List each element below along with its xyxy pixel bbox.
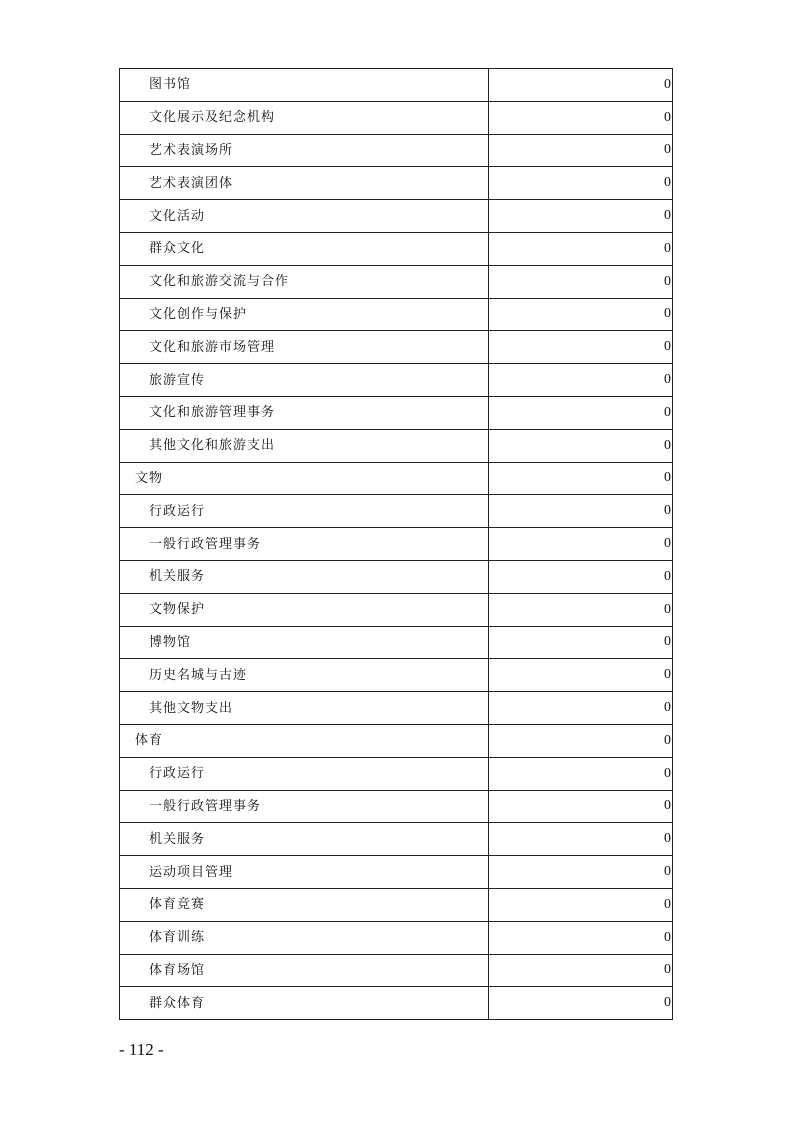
row-name-cell: 体育 xyxy=(120,724,489,757)
table-row xyxy=(120,265,673,298)
row-value-cell: 0 xyxy=(489,790,673,823)
row-name-cell: 旅游宣传 xyxy=(120,364,489,397)
row-value-cell: 0 xyxy=(489,659,673,692)
row-name-cell: 行政运行 xyxy=(120,757,489,790)
row-value-cell: 0 xyxy=(489,134,673,167)
row-value-cell: 0 xyxy=(489,298,673,331)
row-value-cell: 0 xyxy=(489,200,673,233)
table-row xyxy=(120,200,673,233)
table-row xyxy=(120,462,673,495)
row-name-cell: 文物 xyxy=(120,462,489,495)
table-row xyxy=(120,593,673,626)
row-value-cell: 0 xyxy=(489,987,673,1020)
table-row xyxy=(120,232,673,265)
table-row xyxy=(120,528,673,561)
row-value-cell: 0 xyxy=(489,101,673,134)
row-value-cell: 0 xyxy=(489,626,673,659)
table-row xyxy=(120,921,673,954)
row-value-cell: 0 xyxy=(489,167,673,200)
row-value-cell: 0 xyxy=(489,856,673,889)
table-row xyxy=(120,69,673,102)
row-value-cell: 0 xyxy=(489,69,673,102)
table-row xyxy=(120,790,673,823)
row-value-cell: 0 xyxy=(489,462,673,495)
table-row xyxy=(120,987,673,1020)
table-row xyxy=(120,167,673,200)
row-value-cell: 0 xyxy=(489,331,673,364)
row-name-cell: 机关服务 xyxy=(120,823,489,856)
table-row xyxy=(120,692,673,725)
row-value-cell: 0 xyxy=(489,232,673,265)
table-row xyxy=(120,888,673,921)
row-value-cell: 0 xyxy=(489,495,673,528)
row-value-cell: 0 xyxy=(489,888,673,921)
row-name-cell: 体育场馆 xyxy=(120,954,489,987)
table-row xyxy=(120,954,673,987)
row-value-cell: 0 xyxy=(489,724,673,757)
table-row xyxy=(120,298,673,331)
table-row xyxy=(120,724,673,757)
row-name-cell: 一般行政管理事务 xyxy=(120,790,489,823)
row-value-cell: 0 xyxy=(489,364,673,397)
row-name-cell: 群众文化 xyxy=(120,232,489,265)
row-name-cell: 体育竞赛 xyxy=(120,888,489,921)
row-name-cell: 艺术表演团体 xyxy=(120,167,489,200)
row-name-cell: 文物保护 xyxy=(120,593,489,626)
row-name-cell: 文化和旅游市场管理 xyxy=(120,331,489,364)
table-row xyxy=(120,429,673,462)
row-value-cell: 0 xyxy=(489,593,673,626)
row-name-cell: 历史名城与古迹 xyxy=(120,659,489,692)
row-value-cell: 0 xyxy=(489,954,673,987)
table-row xyxy=(120,757,673,790)
row-value-cell: 0 xyxy=(489,823,673,856)
row-value-cell: 0 xyxy=(489,757,673,790)
table-row xyxy=(120,396,673,429)
row-name-cell: 体育训练 xyxy=(120,921,489,954)
page-number: - 112 - xyxy=(119,1040,164,1059)
table-row xyxy=(120,560,673,593)
row-name-cell: 行政运行 xyxy=(120,495,489,528)
table-row xyxy=(120,134,673,167)
budget-table xyxy=(119,68,673,1020)
row-name-cell: 文化创作与保护 xyxy=(120,298,489,331)
row-name-cell: 文化展示及纪念机构 xyxy=(120,101,489,134)
row-name-cell: 图书馆 xyxy=(120,69,489,102)
row-value-cell: 0 xyxy=(489,560,673,593)
row-name-cell: 一般行政管理事务 xyxy=(120,528,489,561)
row-name-cell: 运动项目管理 xyxy=(120,856,489,889)
row-value-cell: 0 xyxy=(489,921,673,954)
row-value-cell: 0 xyxy=(489,396,673,429)
row-name-cell: 机关服务 xyxy=(120,560,489,593)
row-name-cell: 群众体育 xyxy=(120,987,489,1020)
table-body xyxy=(120,69,673,1020)
row-value-cell: 0 xyxy=(489,692,673,725)
table-row xyxy=(120,495,673,528)
row-value-cell: 0 xyxy=(489,265,673,298)
row-value-cell: 0 xyxy=(489,429,673,462)
table-row xyxy=(120,626,673,659)
row-name-cell: 文化和旅游管理事务 xyxy=(120,396,489,429)
table-row xyxy=(120,101,673,134)
row-name-cell: 其他文化和旅游支出 xyxy=(120,429,489,462)
table-row xyxy=(120,823,673,856)
row-name-cell: 博物馆 xyxy=(120,626,489,659)
row-name-cell: 文化活动 xyxy=(120,200,489,233)
table-row xyxy=(120,659,673,692)
row-name-cell: 其他文物支出 xyxy=(120,692,489,725)
row-value-cell: 0 xyxy=(489,528,673,561)
row-name-cell: 文化和旅游交流与合作 xyxy=(120,265,489,298)
table-row xyxy=(120,856,673,889)
table-row xyxy=(120,331,673,364)
row-name-cell: 艺术表演场所 xyxy=(120,134,489,167)
table-row xyxy=(120,364,673,397)
